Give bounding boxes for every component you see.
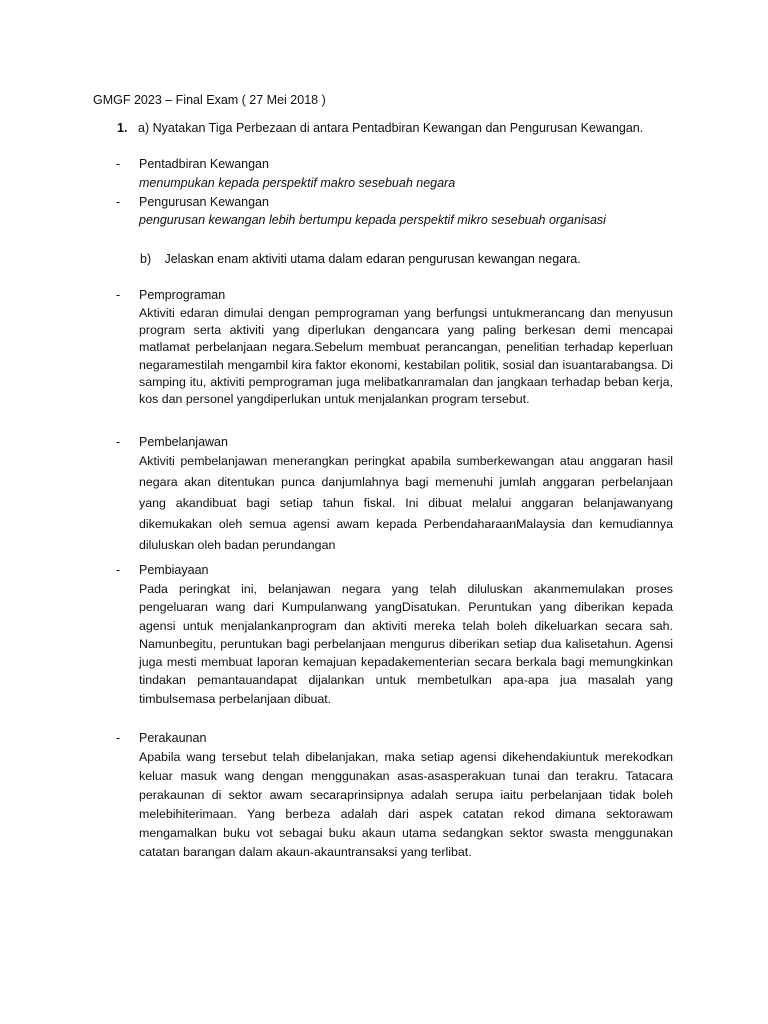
part-b-label: b) [140, 252, 152, 266]
activity-heading-pembiayaan: Pembiayaan [139, 563, 209, 577]
activity-body-pemprograman: Aktiviti edaran dimulai dengan pemprograman yang berfungsi untukmerancang dan menyusun program serta aktiviti yang diperlukan dengancara yang paling berkesan demi mencapai matlamat perbelanjaan negara.Sebelum membuat perancangan, penelitian terhadap keperluan negaramestilah mengambil kira faktor ekonomi, kestabilan politik, sosial dan isuantarabangsa. Di samping itu, aktiviti pemprograman juga melibatkanramalan dan jangkaan terhadap beban kerja, kos dan personel yangdiperlukan untuk menjalankan program tersebut. [139, 306, 673, 407]
question-1-part-b [140, 252, 581, 266]
exam-title: GMGF 2023 – Final Exam ( 27 Mei 2018 ) [93, 93, 326, 107]
bullet-dash: - [116, 157, 121, 171]
bullet-dash: - [116, 731, 121, 745]
bullet-dash: - [116, 563, 121, 577]
item-heading-pengurusan: Pengurusan Kewangan [139, 195, 269, 209]
item-detail-pengurusan: pengurusan kewangan lebih bertumpu kepada perspektif mikro sesebuah organisasi [139, 213, 606, 227]
activity-heading-pemprograman: Pemprograman [139, 288, 226, 302]
part-b-text: Jelaskan enam aktiviti utama dalam edaran pengurusan kewangan negara. [164, 252, 581, 266]
activity-body-pembiayaan: Pada peringkat ini, belanjawan negara yang telah diluluskan akanmemulakan proses pengeluaran wang dari Kumpulanwang yangDisatukan. Peruntukan yang diberikan kepada agensi untuk menjalankanprogram dan aktiviti mereka telah boleh dikeluarkan secara sah. Namunbegitu, peruntukan bagi perbelanjaan mengurus diberikan setiap dua kalisetahun. Agensi juga mesti membuat laporan kemajuan kepadakementerian secara berkala bagi memungkinkan tindakan pemantauandapat dijalankan untuk membetulkan apa-apa jua masalah yang timbulsemasa perbelanjaan dibuat. [139, 582, 673, 706]
bullet-dash: - [116, 288, 121, 302]
activity-body-perakaunan: Apabila wang tersebut telah dibelanjakan, maka setiap agensi dikehendakiuntuk merekodkan keluar masuk wang dengan menggunakan asas-asasperakuan tunai dan terakru. Tatacara perakaunan di sektor awam secaraprinsipnya adalah serupa iaitu perbelanjaan tidak boleh melebihiterimaan. Yang berbeza adalah dari aspek catatan rekod dimana sektorawam mengamalkan buku vot sebagai buku akaun utama sedangkan sektor swasta menggunakan catatan barangan dalam akaun-akauntransaksi yang terlibat. [139, 750, 673, 859]
activity-heading-perakaunan: Perakaunan [139, 731, 207, 745]
bullet-dash: - [116, 195, 121, 209]
activity-heading-pembelanjawan: Pembelanjawan [139, 435, 228, 449]
item-heading-pentadbiran: Pentadbiran Kewangan [139, 157, 269, 171]
bullet-dash: - [116, 435, 121, 449]
question-a-text: a) Nyatakan Tiga Perbezaan di antara Pentadbiran Kewangan dan Pengurusan Kewangan. [138, 121, 644, 135]
question-number: 1. [117, 121, 128, 135]
activity-body-pembelanjawan: Aktiviti pembelanjawan menerangkan peringkat apabila sumberkewangan atau anggaran hasil negara akan ditentukan punca danjumlahnya bagi memenuhi jumlah anggaran perbelanjaan yang akandibuat bagi setiap tahun fiskal. Ini dibuat melalui anggaran belanjawanyang dikemukakan oleh semua agensi awam kepada PerbendaharaanMalaysia dan kemudiannya diluluskan oleh badan perundangan [139, 454, 673, 552]
item-detail-pentadbiran: menumpukan kepada perspektif makro sesebuah negara [139, 176, 456, 190]
